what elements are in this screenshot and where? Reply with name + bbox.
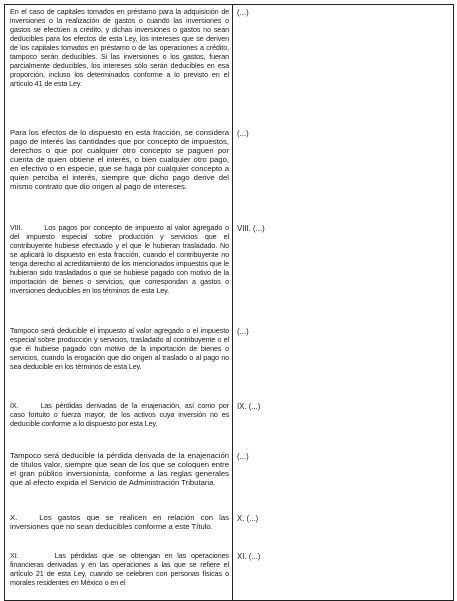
right-text-3: VIII. (...) — [237, 224, 265, 233]
left-cell-3 — [10, 224, 229, 296]
left-text-3 — [10, 224, 229, 296]
right-text-8: XI. (...) — [237, 552, 261, 561]
left-text-7 — [10, 514, 229, 532]
fraction-text-viii: Los pagos por concepto de impuesto al valor agregado o del impuesto especial sobre producción y servicios que el contribuyente hubiese efectuado y el que le hubieran trasladado. No se aplicará lo dispuesto en esta fracción, cuando el contribuyente no tenga derecho al acreditamiento de los mencionados impuestos que le hubieran sido trasladados o que se hubiese pagado con motivo de la importación de bienes o servicios, que correspondan a gastos o inversiones deducibles en los términos de esta Ley. — [10, 223, 229, 295]
left-text-8 — [10, 552, 229, 588]
right-text-6: (...) — [237, 452, 249, 461]
right-cell-1 — [237, 8, 447, 17]
left-text-1: En el caso de capitales tomados en préstamo para la adquisición de inversiones o la realización de gastos o cuando las inversiones o gastos se efectúen a crédito, y dichas inversiones o gastos no sean deducibles para los efectos de esta Ley, los intereses que se deriven de los capitales tomados en préstamo o de las operaciones a crédito, tampoco serán deducibles. Si las inversiones o los gastos, fueran parcialmente deducibles, los intereses sólo serán deducibles en esa proporción, incluso los determinados conforme a lo previsto en el artículo 41 de esta Ley. — [10, 7, 229, 88]
right-cell-5 — [237, 402, 447, 411]
right-text-1: (...) — [237, 8, 249, 17]
left-cell-2 — [10, 129, 229, 192]
fraction-text-ix: Las pérdidas derivadas de la enajenación, así como por caso fortuito o fuerza mayor, de los activos cuya inversión no es deducible conforme a lo dispuesto por esta Ley. — [10, 401, 229, 428]
column-divider — [232, 5, 233, 600]
right-text-5: IX. (...) — [237, 402, 261, 411]
fraction-number-viii: VIII. — [10, 223, 23, 232]
left-cell-4 — [10, 327, 229, 372]
fraction-text-xi: Las pérdidas que se obtengan en las operaciones financieras derivadas y en las operaciones a las que se refiere el artículo 21 de esta Ley, cuando se celebren con personas físicas o morales residentes en México o en el — [10, 551, 229, 587]
left-cell-7 — [10, 514, 229, 532]
left-cell-5 — [10, 402, 229, 429]
right-text-7: X. (...) — [237, 514, 259, 523]
left-cell-6 — [10, 452, 229, 488]
right-cell-6 — [237, 452, 447, 461]
fraction-text-x: Los gastos que se realicen en relación con las inversiones que no sean deducibles conforme a este Título. — [10, 513, 229, 531]
left-cell-1 — [10, 8, 229, 89]
right-cell-7 — [237, 514, 447, 523]
comparison-table — [4, 4, 454, 601]
right-text-2: (...) — [237, 129, 249, 138]
right-cell-8 — [237, 552, 447, 561]
left-text-6: Tampoco será deducible la pérdida derivada de la enajenación de títulos valor, siempre que sean de los que se coloquen entre el gran público inversionista, conforme a las reglas generales que al efecto expida el Servicio de Administración Tributaria. — [10, 451, 229, 487]
right-cell-4 — [237, 327, 447, 336]
left-text-5 — [10, 402, 229, 429]
fraction-number-ix: IX. — [10, 401, 19, 410]
fraction-number-x: X. — [10, 513, 18, 522]
right-cell-3 — [237, 224, 447, 233]
right-cell-2 — [237, 129, 447, 138]
left-text-2: Para los efectos de lo dispuesto en esta fracción, se considera pago de interés las cantidades que por concepto de impuestos, derechos o que por cualquier otro concepto se paguen por cuenta de quien obtiene el interés, o bien cualquier otro pago, en efectivo o en especie, que se haga por cualquier concepto a quien perciba el interés, siempre que dicho pago derive del mismo contrato que dio origen al pago de intereses. — [10, 128, 229, 191]
left-text-4: Tampoco será deducible el impuesto al valor agregado o el impuesto especial sobre producción y servicios, trasladado al contribuyente o el que él hubiese pagado con motivo de la importación de bienes o servicios, cuando la erogación que dio origen al traslado o al pago no sea deducible en los términos de esta Ley. — [10, 326, 229, 371]
left-cell-8 — [10, 552, 229, 588]
fraction-number-xi: XI. — [10, 551, 19, 560]
right-text-4: (...) — [237, 327, 249, 336]
